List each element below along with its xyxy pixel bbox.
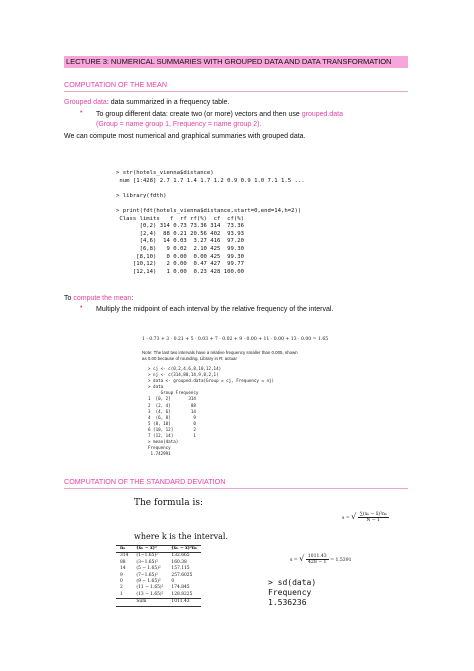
cell	[116, 599, 132, 606]
intro-prefix: To	[64, 295, 74, 302]
r-output-value: 1.536236	[268, 598, 307, 607]
bullet-marker: •	[80, 304, 83, 311]
table-sum-row	[116, 599, 201, 606]
r-code-fdt-output: > str(hotels_vienna$distance) num [1:428] 2.7 1.7 1.4 1.7 1.2 0.9 0.9 1.0 7.1 1.5 ... > library(fdth) > print(fdt(hotels_vienna$distance,start=0,end=14,h=2)) Class limits f rf rf(%) cf cf(%) [0,2) 314 0.73 73.36 314 73.36 [2,4) 88 0.21 20.56 402 93.93 [4,6) 14 0.03 3.27 416 97.20 [6,8) 9 0.02 2.10 425 99.30 [8,10) 0 0.00 0.00 425 99.30 [10,12) 2 0.00 0.47 427 99.77 [12,14) 1 0.00 0.23 428 100.00	[116, 170, 305, 275]
table-row	[116, 553, 201, 560]
intro-highlight: compute the mean	[73, 295, 132, 302]
cell: 160.38	[171, 559, 187, 565]
cell: 0	[171, 579, 175, 585]
sum-value: 1011.43	[171, 599, 190, 605]
cell: 132.665	[171, 553, 190, 559]
formula-numerator: ∑(xₖ − x̄)²nₖ	[359, 512, 387, 517]
cell: (5 − 1.65)²	[136, 566, 161, 572]
mean-calculation-formula: 1 · 0.73 + 3 · 0.21 + 5 · 0.03 + 7 · 0.02 + 9 · 0.00 + 11 · 0.00 + 13 · 0.00 = 1.65	[142, 337, 329, 342]
cell: 257.6025	[171, 572, 193, 578]
function-name-grouped-data: grouped.data	[301, 111, 343, 118]
cell: (1−1.65)²	[136, 553, 158, 559]
cell: 157.115	[171, 566, 190, 572]
section-heading-sd: COMPUTATION OF THE STANDARD DEVIATION	[64, 477, 226, 486]
compute-mean-intro	[64, 294, 133, 304]
compute-summaries-text: We can compute most numerical and graphical summaries with grouped data.	[64, 133, 306, 140]
grouped-data-definition	[64, 98, 229, 108]
cell: 2	[120, 585, 123, 591]
definition-text: : data summarized in a frequency table.	[106, 99, 230, 106]
cell: (11 − 1.65)²	[136, 585, 164, 591]
section-divider	[64, 488, 408, 489]
bullet-grouping-line-2: (Group = name group 1, Frequency = name group 2).	[96, 121, 262, 128]
section-divider	[64, 91, 408, 92]
cell: (13 − 1.65)²	[136, 591, 164, 597]
cell: 174.845	[171, 585, 190, 591]
interval-note: where k is the interval.	[134, 532, 228, 541]
r-output-label: Frequency	[268, 588, 312, 597]
calc-denominator: 428 − 1	[307, 560, 327, 565]
sd-calculation	[290, 554, 352, 565]
formula-s: s =	[342, 516, 350, 521]
cell: 128.8225	[171, 591, 193, 597]
calc-fraction	[306, 554, 329, 565]
table-header-row	[116, 546, 201, 553]
cell: 9	[120, 572, 123, 578]
r-code-grouped-data: > cj <- c(0,2,4,6,8,10,12,14) > nj <- c(314,88,14,9,0,2,1) > data <- grouped.data(Group = cj, Frequency = nj) > data Group Frequency 1 [0, 2] 314 2 (2, 4] 88 3 (4, 6] 14 4 (6, 8] 9 5 (8, 10] 0 6 (10, 12] 2 7 (12, 14] 1 > mean(data) Frequency 1.742991	[148, 366, 275, 457]
formula-fraction	[358, 512, 389, 523]
col-header: (xₖ − x̄)²nₖ	[171, 546, 198, 551]
bullet-marker: •	[80, 109, 83, 116]
sqrt-icon: √	[299, 554, 305, 563]
bullet-text: To group different data: create two (or more) vectors and then use	[96, 111, 302, 118]
table-row	[116, 592, 201, 599]
sum-label: Sum	[136, 599, 147, 605]
rounding-note: Note: The last two intervals have a relative frequency smaller than 0.005, shown as 0.00 because of rounding. Library in R: actuar	[142, 350, 298, 361]
cell: 0	[120, 579, 123, 585]
lecture-title: LECTURE 3: NUMERICAL SUMMARIES WITH GROUPED DATA AND DATA TRANSFORMATION	[64, 56, 408, 68]
sd-formula	[342, 512, 389, 523]
cell: 14	[120, 566, 126, 572]
r-command: > sd(data)	[268, 578, 317, 587]
cell: (3−1.65)²	[136, 559, 158, 565]
definition-term: Grouped data	[64, 99, 107, 106]
sqrt-icon: √	[351, 512, 357, 521]
calc-s: s =	[290, 558, 298, 563]
section-heading-mean: COMPUTATION OF THE MEAN	[64, 80, 168, 89]
cell: 1	[120, 591, 123, 597]
bullet-multiply-midpoint: Multiply the midpoint of each interval by the relative frequency of the interval.	[96, 306, 334, 313]
cell: 88	[120, 559, 126, 565]
calc-numerator: 1011.43	[307, 554, 327, 559]
col-header: (xₖ − x̄)²	[136, 546, 157, 551]
intro-suffix: :	[131, 295, 134, 302]
sd-computation-table	[116, 545, 201, 607]
cell: (9 − 1.65)²	[136, 579, 161, 585]
cell: (7−1.65)²	[136, 572, 158, 578]
calc-result: = 1.5391	[330, 558, 352, 563]
cell: 314	[120, 553, 129, 559]
formula-denominator: N − 1	[366, 518, 381, 523]
bullet-grouping-line-1	[96, 110, 343, 120]
r-sd-output	[268, 578, 316, 608]
formula-intro: The formula is:	[134, 498, 204, 508]
col-header: nₖ	[120, 546, 126, 551]
